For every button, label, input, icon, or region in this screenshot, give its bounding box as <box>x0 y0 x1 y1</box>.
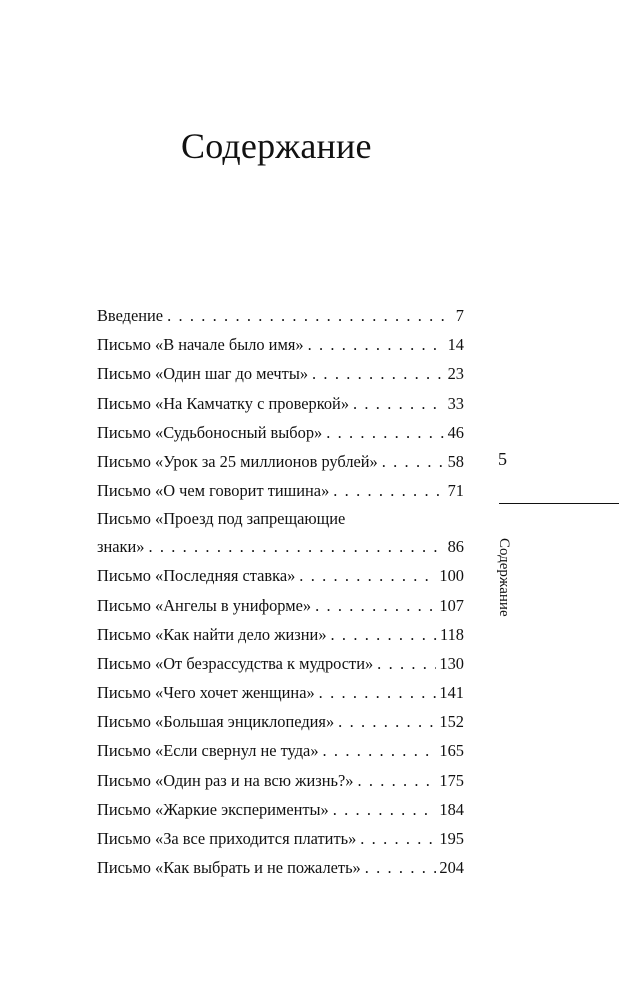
toc-entry <box>97 389 464 418</box>
toc-entry-title: Письмо «Последняя ставка» <box>97 566 296 586</box>
toc-entry-page: 204 <box>439 858 464 878</box>
toc-leader-dots <box>353 389 445 418</box>
toc-entry-page: 175 <box>439 770 464 790</box>
toc-entry-title: Письмо «Как найти дело жизни» <box>97 624 327 644</box>
toc-entry-title: Письмо «Если свернул не туда» <box>97 741 319 761</box>
toc-entry-title: Введение <box>97 306 164 325</box>
toc-entry <box>97 824 464 853</box>
running-head-rule <box>499 503 619 504</box>
toc-entry-title: Письмо «Судьбоносный выбор» <box>97 422 323 442</box>
toc-entry-title: Письмо «За все приходится платить» <box>97 829 357 848</box>
toc-leader-dots <box>382 447 445 476</box>
toc-entry-page: 46 <box>447 422 464 442</box>
toc-entry-page: 184 <box>439 799 464 819</box>
toc-entry <box>97 359 464 388</box>
toc-entry-title: Письмо «О чем говорит тишина» <box>97 481 330 501</box>
toc-entry-title: Письмо «Чего хочет женщина» <box>97 683 315 703</box>
toc-leader-dots <box>333 795 437 824</box>
toc-entry <box>97 447 464 476</box>
toc-entry <box>97 678 464 707</box>
toc-entry-continuation <box>97 533 464 561</box>
toc-entry-page: 14 <box>447 335 464 355</box>
toc-entry-page: 86 <box>447 537 464 557</box>
toc-entry-page: 100 <box>439 566 464 586</box>
toc-leader-dots <box>319 678 437 707</box>
toc-entry-title: Письмо «Ангелы в униформе» <box>97 595 312 615</box>
toc-entry-page: 23 <box>447 364 464 384</box>
toc-entry <box>97 330 464 359</box>
toc-entry-title: Письмо «Урок за 25 миллионов рублей» <box>97 451 378 471</box>
toc-entry-page: 165 <box>439 741 464 761</box>
toc-entry <box>97 707 464 736</box>
toc-entry <box>97 795 464 824</box>
toc-entry <box>97 418 464 447</box>
toc-entry <box>97 736 464 765</box>
running-head: Содержание <box>496 538 512 617</box>
toc-entry <box>97 505 464 561</box>
toc-entry-page: 130 <box>439 653 464 673</box>
toc-entry-page: 141 <box>439 683 464 703</box>
toc-entry-page: 152 <box>439 712 464 732</box>
toc-entry-title: Письмо «Проезд под запрещающие <box>97 509 346 529</box>
page-title: Содержание <box>181 126 372 166</box>
toc-entry-title: Письмо «Один раз и на всю жизнь?» <box>97 770 354 790</box>
toc-leader-dots <box>167 301 453 330</box>
toc-entry <box>97 620 464 649</box>
toc-leader-dots <box>377 649 436 678</box>
toc-entry <box>97 649 464 678</box>
toc-leader-dots <box>299 561 436 590</box>
toc-entry <box>97 766 464 795</box>
table-of-contents <box>97 301 464 882</box>
toc-entry <box>97 591 464 620</box>
toc-entry-title: Письмо «В начале было имя» <box>97 335 304 355</box>
toc-entry-title: Письмо «Большая энциклопедия» <box>97 712 335 732</box>
toc-leader-dots <box>360 824 436 853</box>
toc-entry-title: Письмо «Жаркие эксперименты» <box>97 799 329 819</box>
toc-leader-dots <box>315 591 436 620</box>
page-number: 5 <box>498 449 507 469</box>
toc-entry-page: 195 <box>439 829 464 848</box>
toc-leader-dots <box>323 736 437 765</box>
toc-entry-title: Письмо «Как выбрать и не пожалеть» <box>97 858 361 878</box>
toc-entry <box>97 561 464 590</box>
toc-entry-title-continued: знаки» <box>97 537 145 557</box>
toc-entry-title: Письмо «На Камчатку с проверкой» <box>97 393 350 413</box>
toc-leader-dots <box>326 418 444 447</box>
toc-entry-page: 58 <box>447 451 464 471</box>
toc-entry-page: 33 <box>447 393 464 413</box>
toc-entry <box>97 853 464 882</box>
toc-entry <box>97 476 464 505</box>
toc-leader-dots <box>357 766 436 795</box>
toc-leader-dots <box>308 330 445 359</box>
toc-entry-page: 107 <box>439 595 464 615</box>
toc-entry-page: 7 <box>455 306 464 325</box>
toc-leader-dots <box>338 707 436 736</box>
toc-leader-dots <box>331 620 437 649</box>
toc-leader-dots <box>365 853 437 882</box>
toc-leader-dots <box>312 359 445 388</box>
toc-entry-page: 71 <box>447 481 464 501</box>
toc-leader-dots <box>333 476 444 505</box>
toc-entry-page: 118 <box>440 624 464 644</box>
toc-leader-dots <box>148 533 444 561</box>
toc-entry-title: Письмо «Один шаг до мечты» <box>97 364 309 384</box>
toc-entry <box>97 301 464 330</box>
toc-entry-title: Письмо «От безрассудства к мудрости» <box>97 653 374 673</box>
